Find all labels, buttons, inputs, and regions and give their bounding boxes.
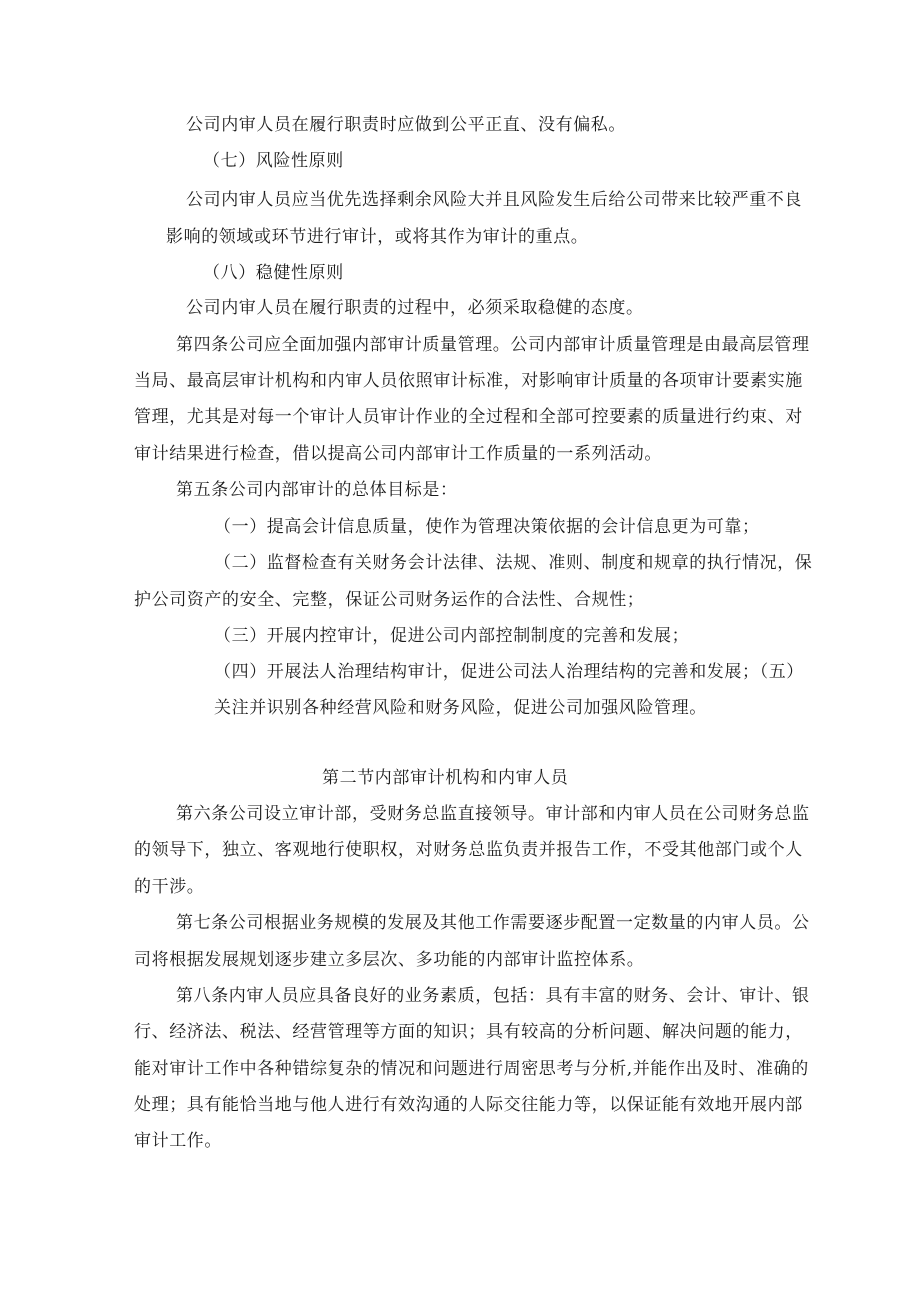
text-line: 护公司资产的安全、完整，保证公司财务运作的合法性、合规性； — [134, 590, 645, 610]
text-line: 第六条公司设立审计部，受财务总监直接领导。审计部和内审人员在公司财务总监 — [176, 804, 810, 824]
text-line: 当局、最高层审计机构和内审人员依照审计标准，对影响审计质量的各项审计要素实施 — [134, 371, 803, 391]
text-line: 公司内审人员应当优先选择剩余风险大并且风险发生后给公司带来比较严重不良 — [186, 190, 802, 210]
text-line: （一）提高会计信息质量，使作为管理决策依据的会计信息更为可靠； — [214, 517, 760, 537]
text-line: 的领导下，独立、客观地行使职权，对财务总监负责并报告工作，不受其他部门或个人 — [134, 840, 803, 860]
text-line: 第七条公司根据业务规模的发展及其他工作需要逐步配置一定数量的内审人员。公 — [176, 913, 810, 933]
text-line: 审计工作。 — [134, 1131, 222, 1151]
text-line: 公司内审人员在履行职责时应做到公平正直、没有偏私。 — [186, 115, 626, 135]
text-line: 影响的领域或环节进行审计，或将其作为审计的重点。 — [166, 227, 589, 247]
text-line: 行、经济法、税法、经营管理等方面的知识；具有较高的分析问题、解决问题的能力， — [134, 1022, 803, 1042]
text-line: （二）监督检查有关财务会计法律、法规、准则、制度和规章的执行情况，保 — [214, 553, 813, 573]
section-heading: 第二节内部审计机构和内审人员 — [322, 768, 569, 788]
text-line: 关注并识别各种经营风险和财务风险，促进公司加强风险管理。 — [214, 698, 707, 718]
text-line: （八）稳健性原则 — [203, 263, 344, 283]
text-line: （三）开展内控审计，促进公司内部控制制度的完善和发展； — [214, 626, 690, 646]
text-line: 第五条公司内部审计的总体目标是： — [176, 480, 458, 500]
text-line: 的干涉。 — [134, 877, 205, 897]
text-line: 公司内审人员在履行职责的过程中，必须采取稳健的态度。 — [186, 298, 644, 318]
text-line: 审计结果进行检查，借以提高公司内部审计工作质量的一系列活动。 — [134, 444, 662, 464]
text-line: 处理；具有能恰当地与他人进行有效沟通的人际交往能力等，以保证能有效地开展内部 — [134, 1095, 803, 1115]
text-line: 管理，尤其是对每一个审计人员审计作业的全过程和全部可控要素的质量进行约束、对 — [134, 407, 803, 427]
text-line: 第四条公司应全面加强内部审计质量管理。公司内部审计质量管理是由最高层管理 — [176, 335, 810, 355]
text-line: （七）风险性原则 — [203, 151, 344, 171]
text-line: 第八条内审人员应具备良好的业务素质，包括：具有丰富的财务、会计、审计、银 — [176, 986, 810, 1006]
text-line: 司将根据发展规划逐步建立多层次、多功能的内部审计监控体系。 — [134, 950, 645, 970]
text-line: 能对审计工作中各种错综复杂的情况和问题进行周密思考与分析,并能作出及时、准确的 — [134, 1059, 809, 1079]
text-line: （四）开展法人治理结构审计，促进公司法人治理结构的完善和发展；（五） — [214, 662, 804, 682]
